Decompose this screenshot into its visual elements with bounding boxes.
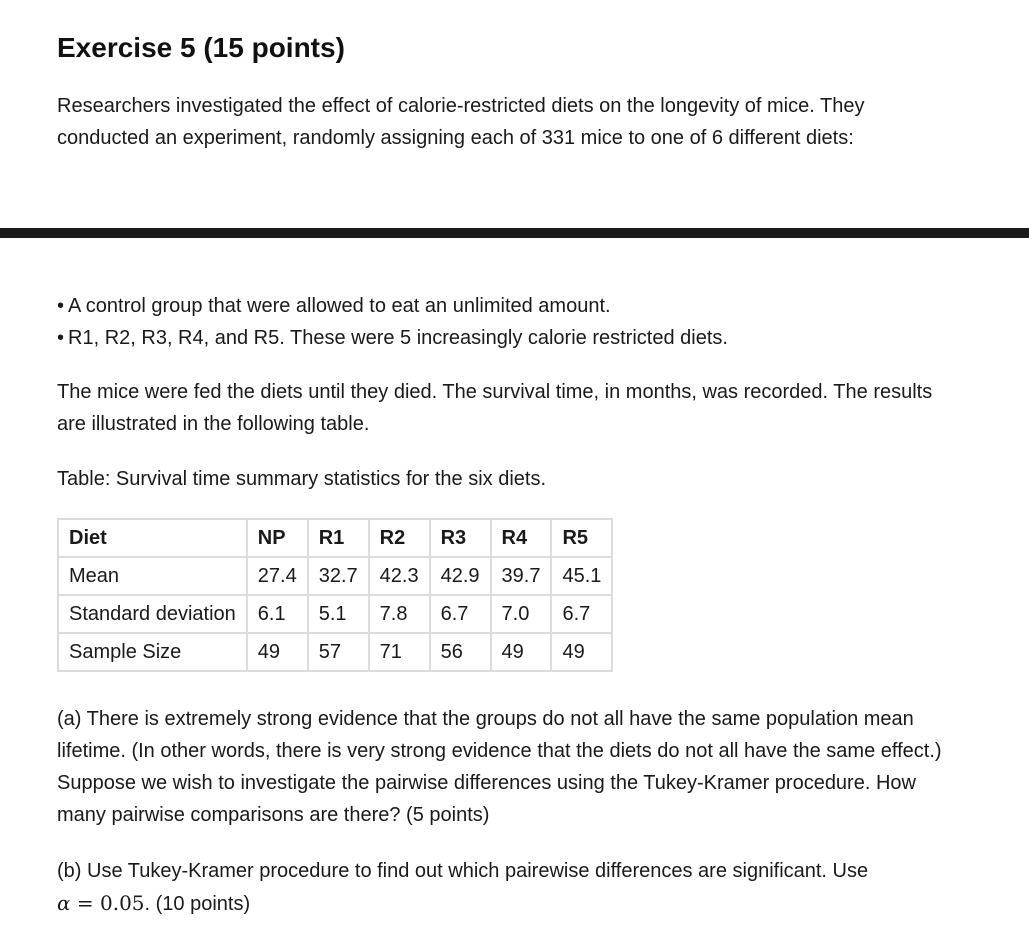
header-cell: Diet xyxy=(58,519,247,557)
header-cell: R4 xyxy=(491,519,552,557)
table-caption: Table: Survival time summary statistics for the six diets. xyxy=(57,468,547,490)
table-cell: Mean xyxy=(58,557,247,595)
table-cell: Standard deviation xyxy=(58,595,247,633)
header-cell: R1 xyxy=(308,519,369,557)
table-cell: 49 xyxy=(551,633,612,671)
alpha-value: 0.05 xyxy=(100,891,145,915)
table-cell: 49 xyxy=(491,633,552,671)
table-cell: 6.7 xyxy=(551,595,612,633)
table-cell: 71 xyxy=(369,633,430,671)
diet-list xyxy=(57,290,728,354)
table-cell: Sample Size xyxy=(58,633,247,671)
list-item: • A control group that were allowed to eat an unlimited amount. xyxy=(57,290,728,322)
table-header-row xyxy=(58,519,612,557)
table-cell: 5.1 xyxy=(308,595,369,633)
header-cell: R3 xyxy=(430,519,491,557)
header-cell: NP xyxy=(247,519,308,557)
part-a-question: (a) There is extremely strong evidence that the groups do not all have the same population mean lifetime. (In other words, there is very strong evidence that the diets do not all have the same effect.) Suppose we wish to investigate the pairwise differences using the Tukey-Kramer procedure. How many pairwise comparisons are there? (5 points) xyxy=(57,708,942,826)
table-cell: 32.7 xyxy=(308,557,369,595)
list-item: • R1, R2, R3, R4, and R5. These were 5 increasingly calorie restricted diets. xyxy=(57,322,728,354)
table-cell: 6.1 xyxy=(247,595,308,633)
table-cell: 27.4 xyxy=(247,557,308,595)
alpha-expression xyxy=(57,891,145,915)
part-b-text: (b) Use Tukey-Kramer procedure to find out which pairewise differences are significant. Use xyxy=(57,860,869,882)
table-cell: 39.7 xyxy=(491,557,552,595)
part-b-suffix: . (10 points) xyxy=(144,893,251,915)
table-cell: 49 xyxy=(247,633,308,671)
divider-bar xyxy=(0,228,1029,238)
table-cell: 56 xyxy=(430,633,491,671)
header-cell: R5 xyxy=(551,519,612,557)
part-b-question xyxy=(57,855,957,920)
intro-paragraph: Researchers investigated the effect of calorie-restricted diets on the longevity of mice. They conducted an experiment, randomly assigning each of 331 mice to one of 6 different diets: xyxy=(57,95,865,149)
table-cell: 6.7 xyxy=(430,595,491,633)
header-cell: R2 xyxy=(369,519,430,557)
survival-paragraph: The mice were fed the diets until they died. The survival time, in months, was recorded. The results are illustrated in the following table. xyxy=(57,381,933,435)
survival-table xyxy=(57,518,613,672)
table-row xyxy=(58,595,612,633)
table-cell: 45.1 xyxy=(551,557,612,595)
table-row xyxy=(58,633,612,671)
table-cell: 42.3 xyxy=(369,557,430,595)
table-cell: 7.0 xyxy=(491,595,552,633)
equals-sign: = xyxy=(76,891,94,915)
alpha-symbol: α xyxy=(57,891,71,915)
table-cell: 7.8 xyxy=(369,595,430,633)
exercise-title: Exercise 5 (15 points) xyxy=(57,32,345,63)
table-cell: 57 xyxy=(308,633,369,671)
table-cell: 42.9 xyxy=(430,557,491,595)
table-row xyxy=(58,557,612,595)
